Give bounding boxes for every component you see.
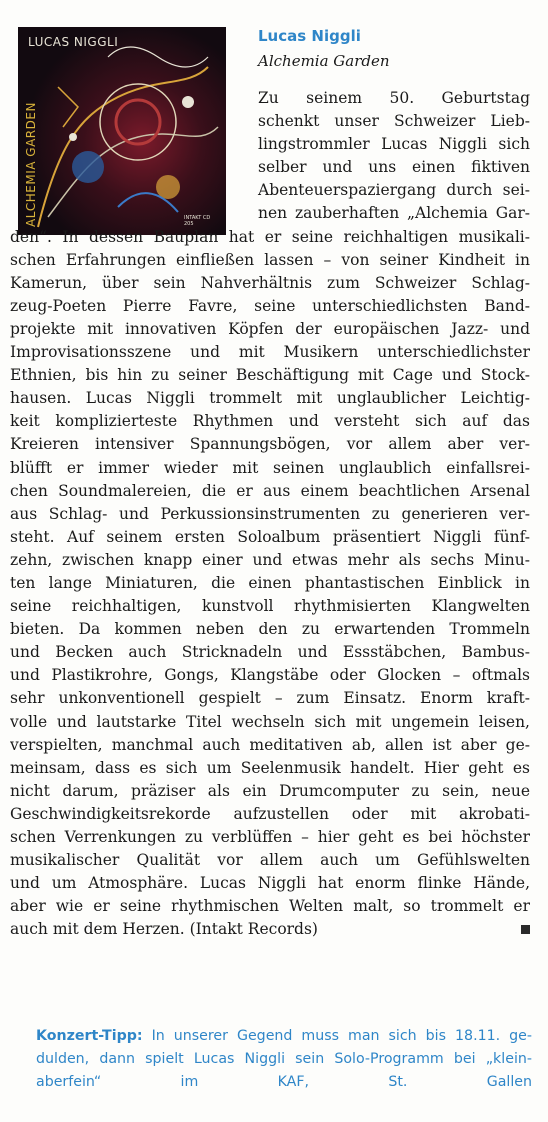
- text-line: und Becken auch Stricknadeln und Essstäbchen, Bambus-: [10, 643, 530, 662]
- tip-label: Konzert-Tipp:: [36, 1028, 143, 1044]
- text-line: verspielten, manchmal auch meditativen ab, allen ist aber ge-: [10, 735, 530, 754]
- text-line: zehn, zwischen knapp einer und etwas mehr als sechs Minu-: [10, 550, 530, 569]
- text-line: ten lange Miniaturen, die einen phantastischen Einblick in: [10, 573, 530, 592]
- text-line: schen Erfahrungen einfließen lassen – von seiner Kindheit in: [10, 250, 530, 269]
- text-line: seine reichhaltigen, kunstvoll rhythmisierten Klangwelten: [10, 597, 530, 616]
- album-title: Alchemia Garden: [258, 52, 390, 70]
- artist-heading: Lucas Niggli: [258, 27, 361, 45]
- text-line: Kamerun, über sein Nahverhältnis zum Schweizer Schlag-: [10, 273, 530, 292]
- concert-tip: [36, 1025, 532, 1094]
- text-line: nen zauberhaften „Alchemia Gar-: [258, 204, 530, 223]
- text-line: nicht darum, präziser als ein Drumcomputer zu sein, neue: [10, 781, 530, 800]
- text-line: volle und lautstarke Titel wechseln sich mit ungemein leisen,: [10, 712, 530, 731]
- tip-line: dulden, dann spielt Lucas Niggli sein Solo-Programm bei „klein-: [36, 1051, 532, 1067]
- text-line: projekte mit innovativen Köpfen der europäischen Jazz- und: [10, 319, 530, 338]
- text-line: Improvisationsszene und mit Musikern unterschiedlichster: [10, 343, 530, 362]
- cover-label-text: INTAKT CD 205: [184, 215, 211, 227]
- end-mark: [521, 925, 530, 934]
- text-line: und Plastikrohre, Gongs, Klangstäbe oder Glocken – oftmals: [10, 666, 530, 685]
- text-line: schenkt unser Schweizer Lieb-: [258, 112, 530, 131]
- text-line: Geschwindigkeitsrekorde aufzustellen oder mit akrobati-: [10, 804, 530, 823]
- text-line: Kreieren intensiver Spannungsbögen, vor allem aber ver-: [10, 435, 530, 454]
- text-line: den“. In dessen Bauplan hat er seine reichhaltigen musikali-: [10, 227, 530, 246]
- text-line: bieten. Da kommen neben den zu erwartenden Trommeln: [10, 620, 530, 639]
- text-line: zeug-Poeten Pierre Favre, seine unterschiedlichsten Band-: [10, 296, 530, 315]
- text-line: steht. Auf seinem ersten Soloalbum präsentiert Niggli fünf-: [10, 527, 530, 546]
- text-line: meinsam, dass es sich um Seelenmusik handelt. Hier geht es: [10, 758, 530, 777]
- text-line: aus Schlag- und Perkussionsinstrumenten zu generieren ver-: [10, 504, 530, 523]
- text-line: Zu seinem 50. Geburtstag: [258, 89, 530, 107]
- text-line-last: [10, 918, 530, 941]
- text-line: selber und uns einen fiktiven: [258, 158, 530, 177]
- text-line: Ethnien, bis hin zu seiner Beschäftigung mit Cage und Stock-: [10, 366, 530, 385]
- text-line: blüfft er immer wieder mit seinen unglaublich einfallsrei-: [10, 458, 530, 477]
- cover-title-text: ALCHEMIA GARDEN: [24, 102, 38, 227]
- text-line: Abenteuerspaziergang durch sei-: [258, 181, 530, 200]
- text-line: lingstrommler Lucas Niggli sich: [258, 135, 530, 154]
- text-line: schen Verrenkungen zu verblüffen – hier geht es bei höchster: [10, 828, 530, 846]
- tip-text: In unserer Gegend muss man sich bis 18.11. ge-: [142, 1028, 532, 1044]
- text-line: keit komplizierteste Rhythmen und versteht sich auf das: [10, 412, 530, 431]
- text-line: und um Atmosphäre. Lucas Niggli hat enorm flinke Hände,: [10, 874, 530, 893]
- text-line: auch mit dem Herzen. (Intakt Records): [10, 920, 318, 939]
- text-line: aber wie er seine rhythmischen Welten malt, so trommelt er: [10, 897, 530, 916]
- cover-artist-text: LUCAS NIGGLI: [28, 35, 119, 49]
- text-line: sehr unkonventionell gespielt – zum Einsatz. Enorm kraft-: [10, 689, 530, 708]
- text-line: chen Soundmalereien, die er aus einem beachtlichen Arsenal: [10, 481, 530, 500]
- text-line: hausen. Lucas Niggli trommelt mit unglaublicher Leichtig-: [10, 389, 530, 408]
- tip-line: [36, 1025, 532, 1048]
- text-line: musikalischer Qualität vor allem auch um Gefühlswelten: [10, 851, 530, 870]
- review-body: [10, 87, 530, 941]
- tip-line: aberfein“ im KAF, St. Gallen: [36, 1074, 532, 1090]
